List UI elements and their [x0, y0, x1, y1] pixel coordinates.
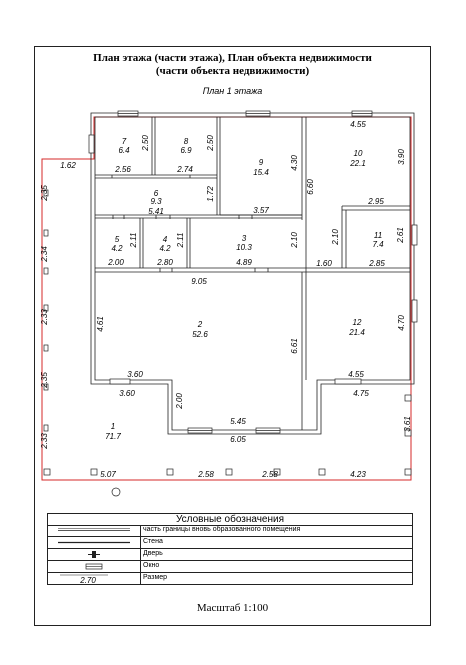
- room-12-area: 21.4: [349, 328, 365, 337]
- room-1-area: 71.7: [105, 432, 121, 441]
- legend-row-boundary: [48, 525, 412, 537]
- boundary-outline: [42, 117, 411, 480]
- room-1-num: 1: [110, 422, 116, 431]
- dim-5-07: 5.07: [100, 470, 116, 479]
- dim-2-11-a: 2.11: [129, 232, 138, 248]
- dim-4-75: 4.75: [353, 389, 369, 398]
- entry-marker: [112, 488, 120, 496]
- dim-2-58-b: 2.58: [262, 470, 278, 479]
- dim-2-50-a: 2.50: [141, 135, 150, 151]
- room-5-num: 5: [114, 235, 120, 244]
- dim-3-61: 3.61: [403, 416, 412, 432]
- room-3-area: 10.3: [236, 243, 252, 252]
- dim-2-61: 2.61: [396, 227, 405, 243]
- door-symbol-icon: [48, 549, 140, 560]
- room-11-num: 11: [373, 231, 383, 240]
- legend-dimension-label: Размер: [143, 574, 168, 581]
- dim-2-95: 2.95: [368, 197, 384, 206]
- room-5-area: 4.2: [111, 244, 123, 253]
- dim-1-62: 1.62: [60, 161, 76, 170]
- dim-left-2-33-b: 2.33: [40, 433, 49, 449]
- room-9-area: 15.4: [253, 168, 269, 177]
- room-4-area: 4.2: [159, 244, 171, 253]
- room-11-area: 7.4: [372, 240, 384, 249]
- dim-left-2-33-a: 2.33: [40, 309, 49, 325]
- legend-window-label: Окно: [143, 562, 160, 569]
- dim-4-23: 4.23: [350, 470, 366, 479]
- dim-1-72: 1.72: [206, 186, 215, 202]
- room-8-area: 6.9: [180, 146, 192, 155]
- room-4-num: 4: [162, 235, 168, 244]
- legend-row-dimension: [48, 573, 412, 584]
- dim-5-45: 5.45: [230, 417, 246, 426]
- room-2-area: 52.6: [192, 330, 208, 339]
- dim-3-60-b: 3.60: [119, 389, 135, 398]
- room-9-num: 9: [258, 158, 264, 167]
- dim-2-74: 2.74: [177, 165, 193, 174]
- room-10-num: 10: [353, 149, 363, 158]
- dim-left-2-35-a: 2.35: [40, 185, 49, 201]
- title-line-1: План этажа (части этажа), План объекта недвижимости: [93, 52, 372, 64]
- dim-3-90: 3.90: [397, 149, 406, 165]
- room-6-area: 9.3: [150, 197, 162, 206]
- dim-4-55-top: 4.55: [350, 120, 366, 129]
- dim-2-58-a: 2.58: [198, 470, 214, 479]
- dim-2-80: 2.80: [157, 258, 173, 267]
- legend-row-door: [48, 549, 412, 561]
- legend-wall-label: Стена: [143, 538, 163, 545]
- room-3-num: 3: [241, 234, 247, 243]
- dim-2-10-b: 2.10: [331, 229, 340, 245]
- plan-label: План 1 этажа: [202, 86, 263, 96]
- room-2-num: 2: [197, 320, 203, 329]
- room-7-num: 7: [121, 137, 127, 146]
- legend-door-label: Дверь: [143, 550, 163, 557]
- dim-2-10-a: 2.10: [290, 232, 299, 248]
- dim-left-2-34: 2.34: [40, 246, 49, 262]
- room-labels: [105, 137, 384, 441]
- room-10-area: 22.1: [350, 159, 366, 168]
- dim-9-05: 9.05: [191, 277, 207, 286]
- dim-3-57: 3.57: [253, 206, 269, 215]
- dim-4-70: 4.70: [397, 315, 406, 331]
- room-6-num: 6: [153, 189, 159, 198]
- dim-2-00-b: 2.00: [175, 393, 184, 409]
- dim-1-60: 1.60: [316, 259, 332, 268]
- dim-4-30: 4.30: [290, 155, 299, 171]
- window-symbol-icon: [48, 561, 140, 572]
- dim-3-60-a: 3.60: [127, 370, 143, 379]
- legend-title: Условные обозначения: [48, 514, 412, 526]
- dim-2-00-a: 2.00: [108, 258, 124, 267]
- dim-2-85: 2.85: [369, 259, 385, 268]
- legend-row-window: [48, 561, 412, 573]
- dim-left-2-35-b: 2.35: [40, 372, 49, 388]
- legend-row-wall: [48, 537, 412, 549]
- room-7-area: 6.4: [118, 146, 130, 155]
- dimension-labels: [40, 120, 412, 479]
- dim-2-56: 2.56: [115, 165, 131, 174]
- scale-label: Масштаб 1:100: [196, 602, 269, 614]
- dim-4-89: 4.89: [236, 258, 252, 267]
- dim-4-55-b: 4.55: [348, 370, 364, 379]
- dim-2-11-b: 2.11: [176, 232, 185, 248]
- legend-dimension-sample: 2.70: [80, 576, 96, 584]
- room-8-num: 8: [183, 137, 189, 146]
- dim-6-60: 6.60: [306, 179, 315, 195]
- dim-2-50-b: 2.50: [206, 135, 215, 151]
- room-12-num: 12: [352, 318, 362, 327]
- dim-4-61: 4.61: [96, 316, 105, 332]
- legend: [47, 513, 413, 585]
- dim-5-41: 5.41: [148, 207, 164, 216]
- title-line-2: (части объекта недвижимости): [155, 65, 310, 77]
- dim-6-61: 6.61: [290, 338, 299, 354]
- dim-6-05: 6.05: [230, 435, 246, 444]
- legend-boundary-label: часть границы вновь образованного помещения: [143, 526, 301, 533]
